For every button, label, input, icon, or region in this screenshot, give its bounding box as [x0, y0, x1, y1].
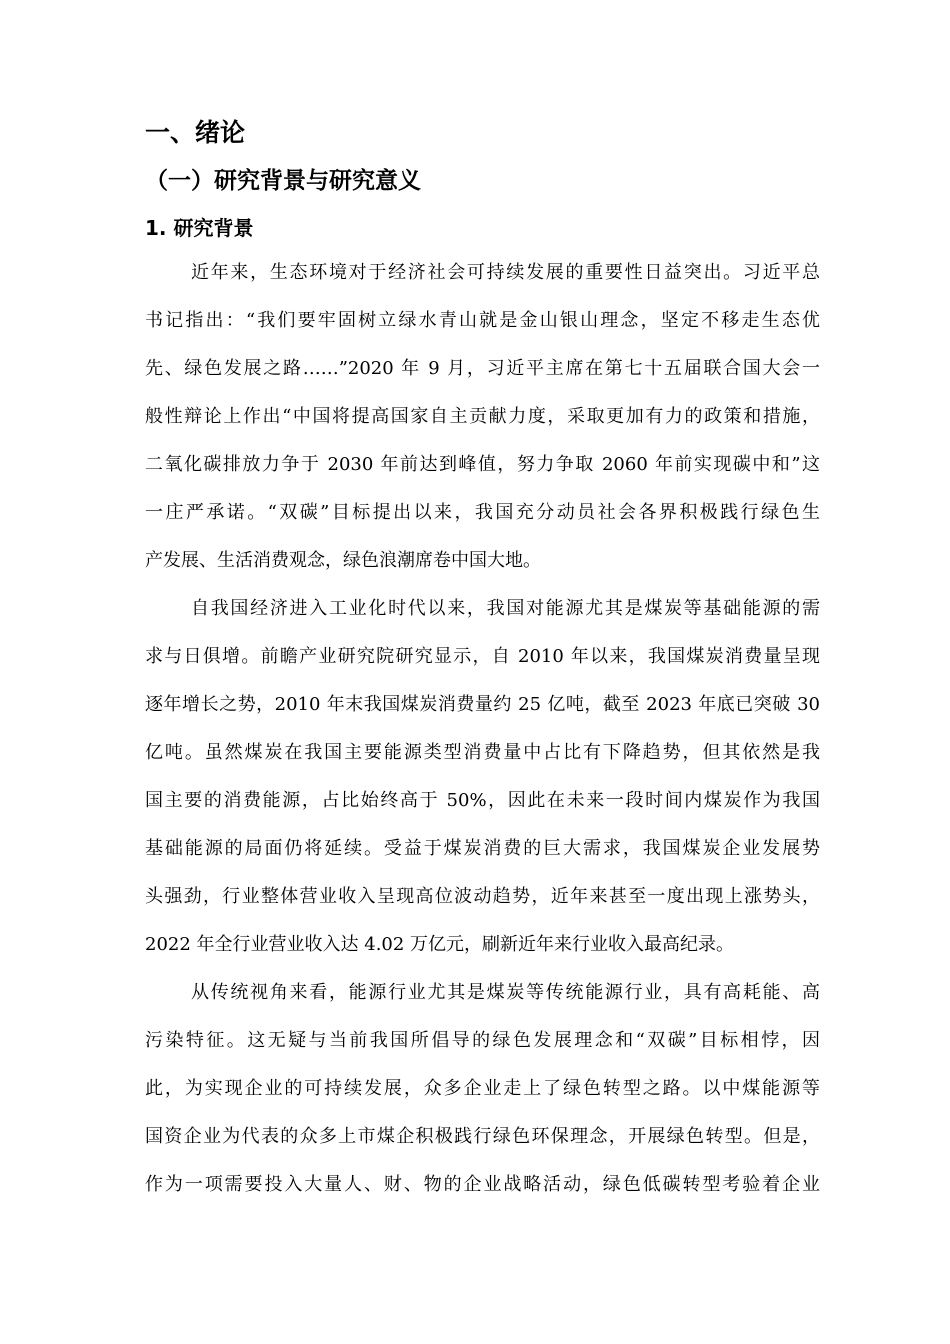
paragraph-line: 一庄严承诺。“双碳”目标提出以来，我国充分动员社会各界积极践行绿色生: [145, 502, 820, 523]
paragraph-2: [145, 585, 820, 969]
paragraph-line: 般性辩论上作出“中国将提高国家自主贡献力度，采取更加有力的政策和措施，: [145, 406, 820, 427]
paragraph-line: 作为一项需要投入大量人、财、物的企业战略活动，绿色低碳转型考验着企业: [145, 1174, 820, 1195]
paragraph-line: 国资企业为代表的众多上市煤企积极践行绿色环保理念，开展绿色转型。但是，: [145, 1126, 820, 1147]
paragraph-3: [145, 969, 820, 1209]
paragraph-line: 此，为实现企业的可持续发展，众多企业走上了绿色转型之路。以中煤能源等: [145, 1078, 820, 1099]
paragraph-line: 从传统视角来看，能源行业尤其是煤炭等传统能源行业，具有高耗能、高: [191, 982, 820, 1003]
paragraph-line: 书记指出：“我们要牢固树立绿水青山就是金山银山理念，坚定不移走生态优: [145, 310, 820, 331]
paragraph-line: 国主要的消费能源，占比始终高于 50%，因此在未来一段时间内煤炭作为我国: [145, 790, 820, 811]
paragraph-line: 求与日俱增。前瞻产业研究院研究显示，自 2010 年以来，我国煤炭消费量呈现: [145, 646, 820, 667]
paragraph-line: 头强劲，行业整体营业收入呈现高位波动趋势，近年来甚至一度出现上涨势头，: [145, 886, 820, 907]
paragraph-line: 逐年增长之势，2010 年末我国煤炭消费量约 25 亿吨，截至 2023 年底已突破 30: [145, 694, 820, 715]
paragraph-line: 亿吨。虽然煤炭在我国主要能源类型消费量中占比有下降趋势，但其依然是我: [145, 742, 820, 763]
paragraph-line: 产发展、生活消费观念，绿色浪潮席卷中国大地。: [145, 550, 541, 571]
paragraph-line: 二氧化碳排放力争于 2030 年前达到峰值，努力争取 2060 年前实现碳中和”这: [145, 454, 820, 475]
section-heading: （一）研究背景与研究意义: [145, 168, 421, 194]
subsection-heading: 1. 研究背景: [145, 216, 254, 240]
paragraph-line: 先、绿色发展之路……”2020 年 9 月，习近平主席在第七十五届联合国大会一: [145, 358, 820, 379]
paragraph-line: 基础能源的局面仍将延续。受益于煤炭消费的巨大需求，我国煤炭企业发展势: [145, 838, 820, 859]
paragraph-line: 自我国经济进入工业化时代以来，我国对能源尤其是煤炭等基础能源的需: [191, 598, 820, 619]
paragraph-line: 污染特征。这无疑与当前我国所倡导的绿色发展理念和“双碳”目标相悖，因: [145, 1030, 820, 1051]
chapter-heading: 一、绪论: [145, 118, 246, 147]
paragraph-line: 近年来，生态环境对于经济社会可持续发展的重要性日益突出。习近平总: [191, 262, 820, 283]
paragraph-line: 2022 年全行业营业收入达 4.02 万亿元，刷新近年来行业收入最高纪录。: [145, 934, 735, 955]
paragraph-1: [145, 249, 820, 585]
